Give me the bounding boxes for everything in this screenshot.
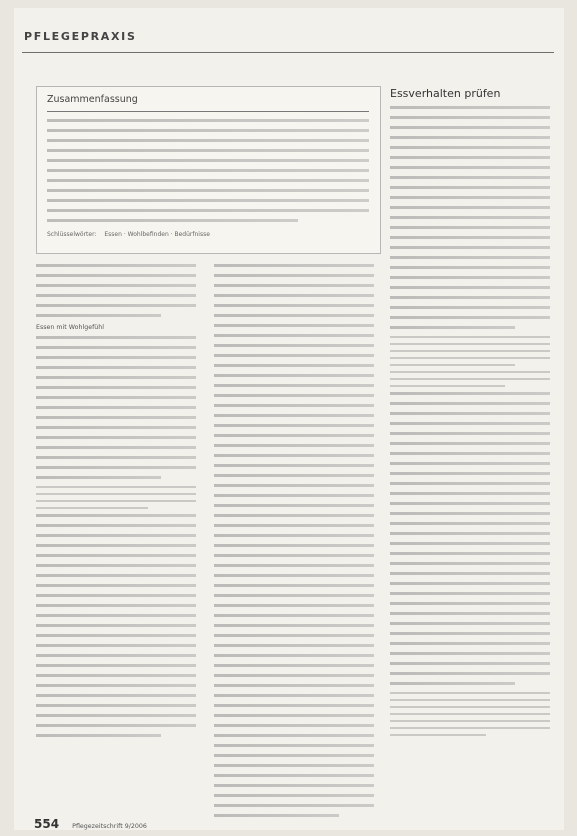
text-line (390, 412, 550, 415)
text-line (214, 334, 374, 337)
text-line (214, 394, 374, 397)
summary-keywords (47, 231, 210, 238)
text-line (214, 614, 374, 617)
summary-line (47, 139, 369, 142)
left-column (36, 264, 196, 744)
text-line (214, 724, 374, 727)
text-line (36, 274, 196, 277)
text-line (36, 724, 196, 727)
text-line (390, 166, 550, 169)
text-line (214, 794, 374, 797)
section-title: Essverhalten prüfen (390, 87, 501, 100)
text-line (214, 714, 374, 717)
text-line (214, 594, 374, 597)
summary-line (47, 199, 369, 202)
text-line (36, 694, 196, 697)
text-line (390, 256, 550, 259)
text-line (214, 404, 374, 407)
text-line (390, 206, 550, 209)
text-line (390, 492, 550, 495)
text-line (390, 156, 550, 159)
text-line (36, 514, 196, 517)
summary-line (47, 119, 369, 122)
text-line (214, 304, 374, 307)
text-line (36, 544, 196, 547)
text-line (390, 186, 550, 189)
text-line (390, 592, 550, 595)
text-line (214, 484, 374, 487)
text-line (390, 652, 550, 655)
text-line (214, 644, 374, 647)
text-line (36, 406, 196, 409)
page-footer (34, 813, 147, 832)
text-line (390, 612, 550, 615)
summary-title: Zusammenfassung (47, 94, 138, 105)
summary-divider (47, 111, 369, 112)
text-line (214, 354, 374, 357)
text-line (390, 602, 550, 605)
text-line (390, 286, 550, 289)
text-line (214, 574, 374, 577)
text-line (214, 474, 374, 477)
text-line (214, 674, 374, 677)
text-line (214, 414, 374, 417)
text-line (214, 754, 374, 757)
text-line (36, 734, 161, 737)
text-line (214, 504, 374, 507)
text-line (214, 454, 374, 457)
text-line (214, 584, 374, 587)
summary-line (47, 169, 369, 172)
text-line (214, 324, 374, 327)
text-line (390, 326, 515, 329)
summary-line (47, 219, 298, 222)
text-line (390, 642, 550, 645)
text-line (36, 704, 196, 707)
journal-title: PFLEGEPRAXIS (24, 30, 137, 43)
footer-journal: Pflegezeitschrift 9/2006 (72, 823, 147, 830)
note-block (390, 692, 550, 736)
text-line (390, 522, 550, 525)
text-line (390, 176, 550, 179)
text-line (36, 314, 161, 317)
summary-line (47, 209, 369, 212)
text-line (390, 106, 550, 109)
text-line (390, 462, 550, 465)
text-line (36, 564, 196, 567)
text-line (390, 482, 550, 485)
text-line (214, 284, 374, 287)
text-line (390, 472, 550, 475)
summary-text (47, 119, 369, 229)
text-line (214, 664, 374, 667)
text-line (390, 672, 550, 675)
text-line (36, 376, 196, 379)
text-line (214, 264, 374, 267)
text-line (214, 364, 374, 367)
text-line (214, 624, 374, 627)
keywords-label: Schlüsselwörter: (47, 231, 97, 238)
text-line (390, 196, 550, 199)
right-column (390, 106, 550, 741)
text-line (36, 356, 196, 359)
text-line (390, 136, 550, 139)
text-line (36, 336, 196, 339)
text-line (214, 294, 374, 297)
summary-line (47, 159, 369, 162)
text-line (390, 532, 550, 535)
document-page (14, 8, 564, 830)
text-line (36, 674, 196, 677)
text-line (36, 426, 196, 429)
text-line (390, 392, 550, 395)
text-line (390, 246, 550, 249)
middle-column (214, 264, 374, 824)
text-line (390, 512, 550, 515)
text-line (36, 614, 196, 617)
text-line (390, 126, 550, 129)
text-line (390, 662, 550, 665)
text-line (36, 644, 196, 647)
text-line (390, 276, 550, 279)
text-line (214, 554, 374, 557)
text-line (36, 554, 196, 557)
note-block (390, 336, 550, 366)
text-line (36, 386, 196, 389)
text-line (390, 306, 550, 309)
text-line (390, 542, 550, 545)
text-line (36, 446, 196, 449)
text-line (214, 654, 374, 657)
text-line (390, 452, 550, 455)
text-line (36, 574, 196, 577)
text-line (214, 464, 374, 467)
text-line (36, 524, 196, 527)
text-line (214, 524, 374, 527)
text-line (214, 314, 374, 317)
text-line (36, 396, 196, 399)
text-line (390, 296, 550, 299)
text-line (214, 544, 374, 547)
summary-line (47, 129, 369, 132)
text-line (214, 374, 374, 377)
text-line (36, 604, 196, 607)
text-line (214, 384, 374, 387)
text-line (36, 584, 196, 587)
text-line (36, 714, 196, 717)
text-line (390, 582, 550, 585)
text-line (214, 344, 374, 347)
text-line (390, 442, 550, 445)
page-number: 554 (34, 817, 60, 831)
text-line (36, 684, 196, 687)
text-line (390, 422, 550, 425)
text-line (214, 494, 374, 497)
text-line (390, 552, 550, 555)
text-line (36, 304, 196, 307)
text-line (214, 784, 374, 787)
text-line (390, 226, 550, 229)
text-line (390, 236, 550, 239)
text-line (214, 734, 374, 737)
text-line (390, 266, 550, 269)
text-line (214, 564, 374, 567)
note-block (390, 371, 550, 387)
text-line (214, 764, 374, 767)
text-line (390, 682, 515, 685)
text-line (214, 694, 374, 697)
text-line (36, 366, 196, 369)
text-line (36, 664, 196, 667)
text-line (214, 434, 374, 437)
text-line (36, 284, 196, 287)
text-line (36, 416, 196, 419)
text-line (214, 604, 374, 607)
summary-line (47, 189, 369, 192)
text-line (390, 316, 550, 319)
text-line (36, 346, 196, 349)
text-line (36, 534, 196, 537)
keywords-value: Essen · Wohlbefinden · Bedürfnisse (104, 231, 210, 238)
text-line (390, 502, 550, 505)
text-line (214, 684, 374, 687)
text-line (390, 402, 550, 405)
text-line (36, 654, 196, 657)
text-line (36, 264, 196, 267)
text-line (390, 146, 550, 149)
text-line (214, 814, 339, 817)
text-line (36, 294, 196, 297)
text-line (214, 804, 374, 807)
text-line (390, 562, 550, 565)
left-subhead: Essen mit Wohlgefühl (36, 324, 105, 331)
text-line (36, 436, 196, 439)
page-header (22, 22, 554, 53)
text-line (390, 432, 550, 435)
summary-line (47, 149, 369, 152)
text-line (390, 622, 550, 625)
text-line (390, 632, 550, 635)
text-line (390, 116, 550, 119)
text-line (36, 456, 196, 459)
text-line (214, 534, 374, 537)
text-line (214, 774, 374, 777)
text-line (390, 572, 550, 575)
text-line (214, 514, 374, 517)
text-line (214, 274, 374, 277)
text-line (214, 704, 374, 707)
note-block (36, 486, 196, 509)
summary-box (36, 86, 381, 254)
text-line (214, 444, 374, 447)
text-line (214, 634, 374, 637)
text-line (36, 466, 196, 469)
text-line (214, 424, 374, 427)
text-line (36, 476, 161, 479)
text-line (36, 624, 196, 627)
summary-line (47, 179, 369, 182)
text-line (214, 744, 374, 747)
text-line (36, 634, 196, 637)
text-line (36, 594, 196, 597)
text-line (390, 216, 550, 219)
